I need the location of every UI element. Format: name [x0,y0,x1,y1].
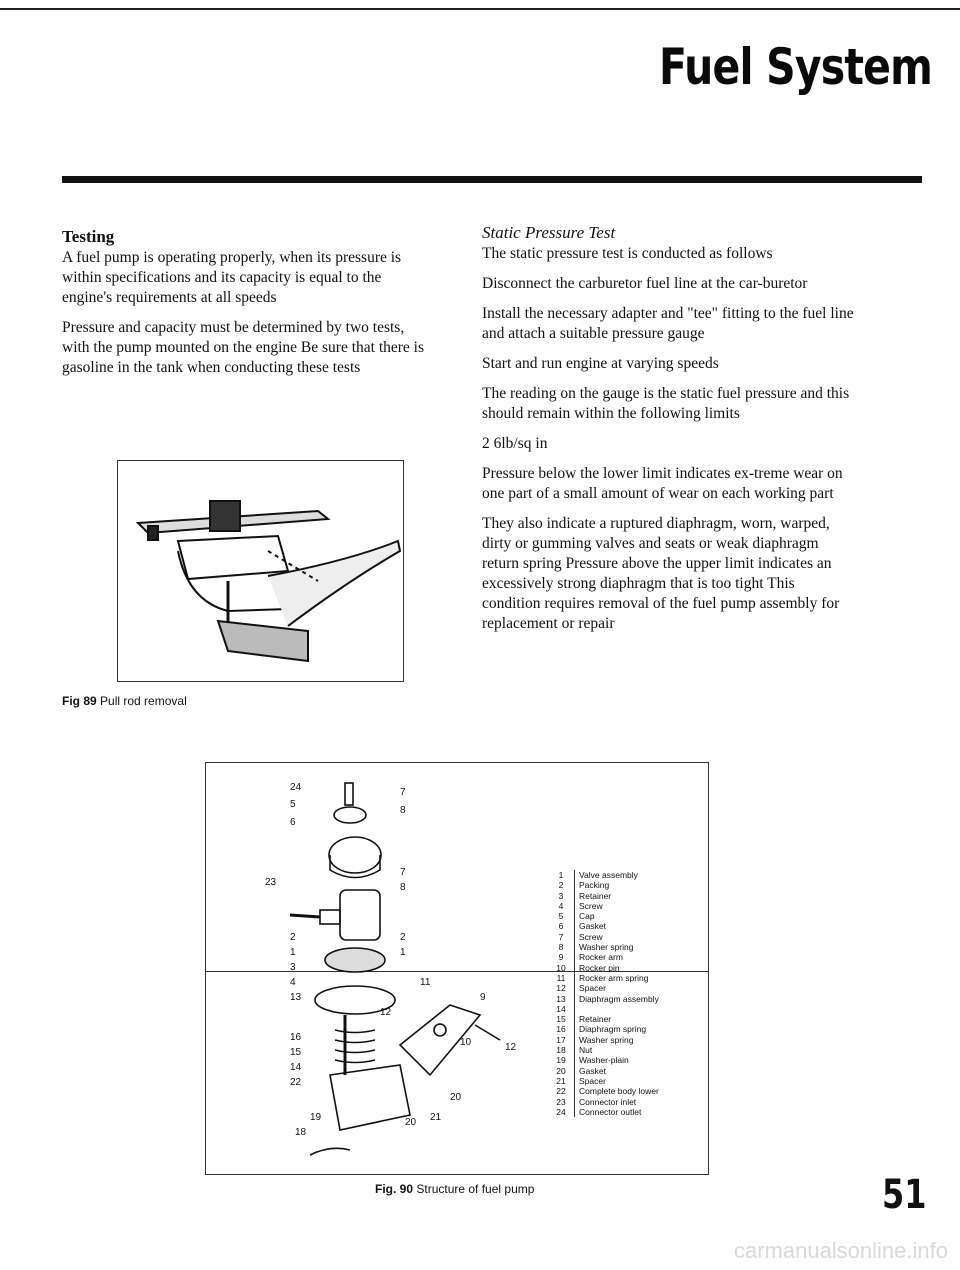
right-column [482,222,854,644]
legend-row [548,870,698,880]
legend-label: Gasket [579,1065,606,1076]
legend-row [548,1107,698,1117]
legend-row [548,1024,698,1034]
legend-row [548,1035,698,1045]
legend-row [548,994,698,1004]
legend-row [548,1076,698,1086]
callout: 14 [290,1062,302,1073]
legend-number: 18 [548,1045,575,1055]
paragraph: The reading on the gauge is the static fuel pressure and this should remain within the following limits [482,385,850,422]
legend-number: 20 [548,1066,575,1076]
figure-89-caption [62,694,187,708]
callout: 8 [400,882,406,893]
legend-number: 16 [548,1024,575,1034]
legend-label: Diaphragm spring [579,1024,647,1035]
legend-number: 21 [548,1076,575,1086]
legend-row [548,880,698,890]
legend-number: 9 [548,952,575,962]
figure-89-caption-text: Pull rod removal [100,694,187,708]
legend-row [548,1045,698,1055]
legend-row [548,1055,698,1065]
legend-label: Spacer [579,983,606,994]
callout: 2 [290,932,296,943]
legend-row [548,952,698,962]
legend-label: Cap [579,911,595,922]
legend-number: 8 [548,942,575,952]
callout: 15 [290,1047,302,1058]
legend-label: Valve assembly [579,870,638,880]
legend-label: Washer spring [579,1034,634,1045]
callout: 20 [450,1092,462,1103]
legend-row [548,1097,698,1107]
callout: 1 [290,947,296,958]
legend-number: 14 [548,1004,575,1014]
paragraph: Pressure below the lower limit indicates ex-treme wear on one part of a small amount of wear on each working part [482,465,843,502]
legend-row [548,921,698,931]
callout: 10 [460,1037,472,1048]
legend-label [575,1004,579,1014]
top-border-line [0,8,960,10]
legend-label: Diaphragm assembly [579,993,659,1004]
legend-number: 15 [548,1014,575,1024]
legend-row [548,911,698,921]
callout: 7 [400,867,406,878]
paragraph: Install the necessary adapter and "tee" fitting to the fuel line and attach a suitable pressure gauge [482,305,854,342]
callout: 2 [400,932,406,943]
callout: 6 [290,817,296,828]
callout: 18 [295,1127,307,1138]
legend-label: Nut [579,1045,593,1056]
figure-90-caption-text: Structure of fuel pump [416,1182,535,1196]
legend-number: 3 [548,891,575,901]
legend-row [548,983,698,993]
legend-label: Rocker pin [579,962,620,973]
figure-90-caption [375,1182,534,1196]
callout: 16 [290,1032,302,1043]
section-heading-static-pressure: Static Pressure Test [482,223,616,242]
legend-label: Packing [579,880,610,891]
callout: 5 [290,799,296,810]
legend-row [548,1086,698,1096]
legend-label: Connector outlet [579,1106,642,1117]
legend-number: 19 [548,1055,575,1065]
legend-number: 23 [548,1097,575,1107]
legend-label: Retainer [579,890,612,901]
pull-rod-illustration [118,461,403,681]
legend-label: Connector inlet [579,1096,637,1107]
section-heading-testing: Testing [62,227,115,246]
legend-number: 12 [548,983,575,993]
callout: 11 [420,977,431,988]
legend-number: 1 [548,870,575,880]
page-number: 51 [882,1172,927,1218]
legend-row [548,1014,698,1024]
callout: 12 [380,1007,392,1018]
legend-label: Retainer [579,1014,612,1025]
callout: 7 [400,787,406,798]
legend-number: 17 [548,1035,575,1045]
legend-row [548,901,698,911]
figure-89-pull-rod-removal [117,460,404,682]
legend-label: Screw [579,900,603,911]
paragraph: A fuel pump is operating properly, when its pressure is within specifications and its capacity is equal to the engine's requirements at all speeds [62,249,402,306]
paragraph: Start and run engine at varying speeds [482,355,719,372]
legend-number: 5 [548,911,575,921]
legend-label: Rocker arm spring [579,972,649,983]
legend-row [548,963,698,973]
figure-90-label: Fig. 90 [375,1182,414,1196]
legend-label: Rocker arm [579,952,623,963]
paragraph: 2 6lb/sq in [482,435,548,452]
paragraph: Pressure and capacity must be determined by two tests, with the pump mounted on the engine Be sure that there is gasoline in the tank when conducting these tests [62,319,425,376]
legend-number: 4 [548,901,575,911]
callout: 1 [400,947,406,958]
legend-number: 11 [548,973,575,983]
callout: 23 [265,877,277,888]
callout: 20 [405,1117,417,1128]
legend-label: Washer spring [579,942,634,953]
paragraph: They also indicate a ruptured diaphragm, worn, warped, dirty or gumming valves and seats or weak diaphragm return spring Pressure above the upper limit indicates an excessively strong diaphragm that is too tight This condition requires removal of the fuel pump assembly for replacement or repair [482,515,840,632]
page-title: Fuel System [658,38,932,96]
fuel-pump-exploded-diagram [250,775,550,1165]
legend-row [548,942,698,952]
left-column [62,226,434,388]
legend-number: 24 [548,1107,575,1117]
legend-number: 2 [548,880,575,890]
legend-label: Complete body lower [579,1086,659,1097]
callout: 19 [310,1112,322,1123]
callout: 24 [290,782,302,793]
legend-row [548,1066,698,1076]
legend-number: 7 [548,932,575,942]
paragraph: The static pressure test is conducted as follows [482,245,773,262]
legend-label: Spacer [579,1075,606,1086]
legend-number: 13 [548,994,575,1004]
callout: 3 [290,962,296,973]
callout: 4 [290,977,296,988]
legend-label: Gasket [579,921,606,932]
figure-89-label: Fig 89 [62,694,97,708]
paragraph: Disconnect the carburetor fuel line at the car-buretor [482,275,808,292]
callout: 21 [430,1112,442,1123]
legend-row [548,891,698,901]
callout: 22 [290,1077,302,1088]
watermark: carmanualsonline.info [733,1238,948,1263]
callout: 8 [400,805,406,816]
callout: 9 [480,992,486,1003]
legend-number: 10 [548,963,575,973]
legend-row [548,932,698,942]
legend-row [548,973,698,983]
legend-number: 6 [548,921,575,931]
legend-row [548,1004,698,1014]
parts-legend [548,870,698,1117]
header-rule [62,176,922,183]
legend-label: Screw [579,931,603,942]
callout: 12 [505,1042,517,1053]
legend-number: 22 [548,1086,575,1096]
callout: 13 [290,992,302,1003]
legend-label: Washer-plain [579,1055,629,1066]
